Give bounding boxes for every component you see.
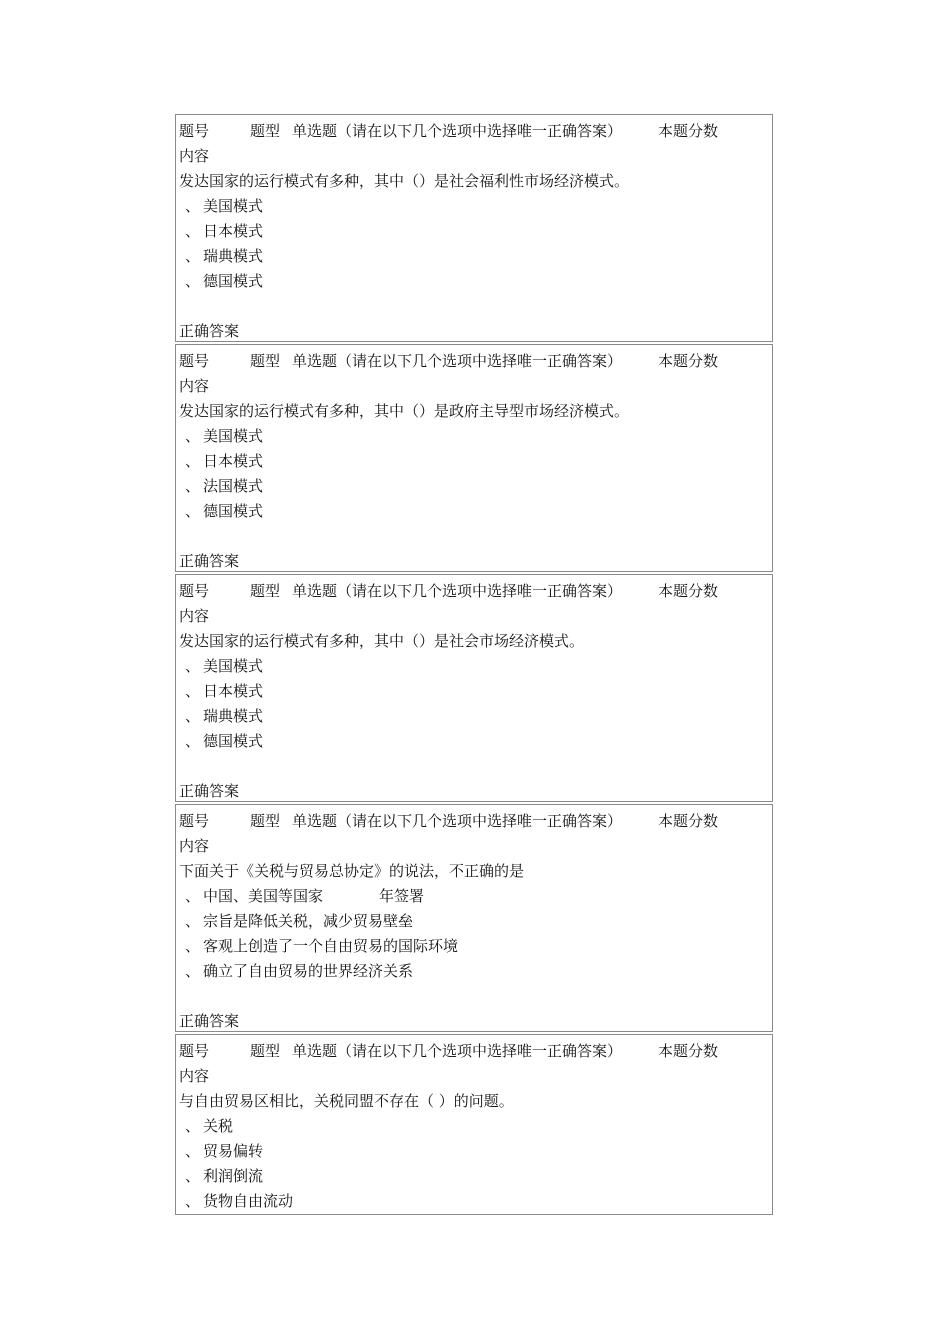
question-text: 发达国家的运行模式有多种，其中（）是政府主导型市场经济模式。 xyxy=(179,402,630,420)
option-d xyxy=(185,1189,293,1214)
question-type-label: 题型 xyxy=(250,1042,281,1060)
option-separator: 、 xyxy=(185,887,201,905)
content-label: 内容 xyxy=(179,837,210,855)
option-separator: 、 xyxy=(185,222,201,240)
option-separator: 、 xyxy=(185,272,201,290)
question-score-label: 本题分数 xyxy=(658,1042,719,1060)
content-label: 内容 xyxy=(179,147,210,165)
option-b xyxy=(185,1139,263,1164)
option-separator: 、 xyxy=(185,1142,201,1160)
option-b xyxy=(185,219,263,244)
option-c xyxy=(185,934,458,959)
question-type-label: 题型 xyxy=(250,812,281,830)
option-a xyxy=(185,654,263,679)
question-number-label: 题号 xyxy=(179,812,210,830)
answer-label: 正确答案 xyxy=(179,1012,240,1030)
option-separator: 、 xyxy=(185,502,201,520)
option-text: 宗旨是降低关税，减少贸易壁垒 xyxy=(203,912,414,930)
question-text: 与自由贸易区相比，关税同盟不存在（ ）的问题。 xyxy=(179,1092,514,1110)
option-separator: 、 xyxy=(185,657,201,675)
option-d xyxy=(185,959,413,984)
question-type-label: 题型 xyxy=(250,122,281,140)
option-text: 关税 xyxy=(203,1117,234,1135)
option-text: 确立了自由贸易的世界经济关系 xyxy=(203,962,414,980)
option-separator: 、 xyxy=(185,1117,201,1135)
option-a xyxy=(185,1114,233,1139)
question-score-label: 本题分数 xyxy=(658,352,719,370)
option-b xyxy=(185,909,413,934)
option-separator: 、 xyxy=(185,962,201,980)
option-c xyxy=(185,1164,263,1189)
option-separator: 、 xyxy=(185,1167,201,1185)
question-type-label: 题型 xyxy=(250,352,281,370)
option-separator: 、 xyxy=(185,197,201,215)
question-type-value: 单选题（请在以下几个选项中选择唯一正确答案） xyxy=(292,582,623,600)
option-a xyxy=(185,194,263,219)
question-number-label: 题号 xyxy=(179,582,210,600)
option-text: 利润倒流 xyxy=(203,1167,264,1185)
option-separator: 、 xyxy=(185,1192,201,1210)
question-score-label: 本题分数 xyxy=(658,122,719,140)
option-text: 美国模式 xyxy=(203,657,264,675)
option-text: 瑞典模式 xyxy=(203,247,264,265)
question-block-5 xyxy=(175,1034,773,1215)
question-number-label: 题号 xyxy=(179,1042,210,1060)
option-text: 德国模式 xyxy=(203,502,264,520)
question-block-2 xyxy=(175,344,773,572)
question-score-label: 本题分数 xyxy=(658,812,719,830)
option-c xyxy=(185,474,263,499)
option-text: 日本模式 xyxy=(203,222,264,240)
option-text: 中国、美国等国家 xyxy=(203,887,324,905)
option-separator: 、 xyxy=(185,427,201,445)
option-b xyxy=(185,679,263,704)
option-a xyxy=(185,884,424,909)
content-label: 内容 xyxy=(179,377,210,395)
option-b xyxy=(185,449,263,474)
option-separator: 、 xyxy=(185,682,201,700)
question-text: 发达国家的运行模式有多种，其中（）是社会市场经济模式。 xyxy=(179,632,585,650)
option-separator: 、 xyxy=(185,732,201,750)
option-suffix: 年签署 xyxy=(379,887,425,905)
option-text: 法国模式 xyxy=(203,477,264,495)
option-c xyxy=(185,244,263,269)
question-block-1 xyxy=(175,114,773,342)
option-d xyxy=(185,269,263,294)
option-text: 德国模式 xyxy=(203,272,264,290)
option-text: 日本模式 xyxy=(203,452,264,470)
option-separator: 、 xyxy=(185,937,201,955)
answer-label: 正确答案 xyxy=(179,552,240,570)
answer-label: 正确答案 xyxy=(179,782,240,800)
question-type-value: 单选题（请在以下几个选项中选择唯一正确答案） xyxy=(292,1042,623,1060)
question-number-label: 题号 xyxy=(179,352,210,370)
question-number-label: 题号 xyxy=(179,122,210,140)
option-separator: 、 xyxy=(185,247,201,265)
option-c xyxy=(185,704,263,729)
option-a xyxy=(185,424,263,449)
question-type-value: 单选题（请在以下几个选项中选择唯一正确答案） xyxy=(292,122,623,140)
question-type-value: 单选题（请在以下几个选项中选择唯一正确答案） xyxy=(292,812,623,830)
option-d xyxy=(185,729,263,754)
option-text: 美国模式 xyxy=(203,197,264,215)
content-label: 内容 xyxy=(179,1067,210,1085)
option-separator: 、 xyxy=(185,707,201,725)
option-separator: 、 xyxy=(185,452,201,470)
question-type-label: 题型 xyxy=(250,582,281,600)
content-label: 内容 xyxy=(179,607,210,625)
option-text: 美国模式 xyxy=(203,427,264,445)
option-separator: 、 xyxy=(185,477,201,495)
option-text: 客观上创造了一个自由贸易的国际环境 xyxy=(203,937,459,955)
question-block-3 xyxy=(175,574,773,802)
question-text: 发达国家的运行模式有多种，其中（）是社会福利性市场经济模式。 xyxy=(179,172,630,190)
question-text: 下面关于《关税与贸易总协定》的说法，不正确的是 xyxy=(179,862,525,880)
option-text: 瑞典模式 xyxy=(203,707,264,725)
option-text: 德国模式 xyxy=(203,732,264,750)
question-block-4 xyxy=(175,804,773,1032)
question-type-value: 单选题（请在以下几个选项中选择唯一正确答案） xyxy=(292,352,623,370)
option-separator: 、 xyxy=(185,912,201,930)
option-text: 日本模式 xyxy=(203,682,264,700)
question-score-label: 本题分数 xyxy=(658,582,719,600)
option-d xyxy=(185,499,263,524)
answer-label: 正确答案 xyxy=(179,322,240,340)
option-text: 贸易偏转 xyxy=(203,1142,264,1160)
option-text: 货物自由流动 xyxy=(203,1192,294,1210)
question-sheet xyxy=(175,114,775,1217)
